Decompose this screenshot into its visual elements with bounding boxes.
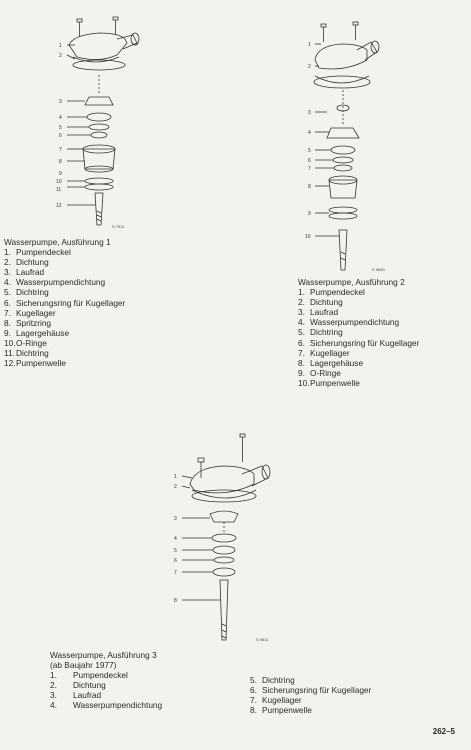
parts-list-item — [250, 685, 371, 695]
caption-variant-3-left — [50, 650, 162, 711]
parts-list-item — [4, 287, 125, 297]
item-number: 7. — [4, 307, 11, 318]
caption-variant-3-right — [250, 675, 371, 715]
item-label: Spritzring — [16, 317, 52, 328]
callout-10: 10 — [56, 179, 62, 185]
callout-10: 10 — [305, 234, 311, 240]
item-label: Sicherungsring für Kugellager — [16, 297, 126, 308]
callout-5: 5 — [59, 125, 62, 131]
item-label: Pumpendeckel — [310, 287, 365, 298]
item-number: 2. — [298, 297, 305, 308]
callout-12: 12 — [56, 203, 62, 209]
item-number: 9. — [298, 367, 305, 378]
item-label: Lagergehäuse — [16, 327, 70, 338]
item-number: 5. — [298, 327, 305, 338]
parts-list-item — [250, 695, 371, 705]
item-label: O-Ringe — [16, 337, 47, 348]
item-number: 5. — [250, 675, 257, 685]
caption-title-3: Wasserpumpe, Ausführung 3 — [50, 650, 157, 660]
caption-title-2: Wasserpumpe, Ausführung 2 — [298, 277, 405, 287]
callout-7: 7 — [59, 147, 62, 153]
item-number: 6. — [298, 337, 305, 348]
item-number: 9. — [4, 327, 11, 338]
callout-2: 2 — [308, 64, 311, 70]
item-number: 10. — [298, 377, 310, 388]
caption-subtitle-3: (ab Baujahr 1977) — [50, 660, 117, 671]
item-number: 5. — [4, 287, 11, 298]
parts-list-item — [4, 267, 125, 277]
callout-11: 11 — [56, 187, 62, 193]
parts-list-item — [298, 368, 419, 378]
callout-2: 2 — [174, 484, 177, 490]
parts-list-item — [4, 338, 125, 348]
page-number: 262–5 — [432, 727, 455, 736]
item-number: 1. — [4, 247, 11, 258]
parts-list-item — [298, 358, 419, 368]
item-label: Laufrad — [73, 690, 102, 701]
caption-variant-2 — [298, 277, 419, 388]
parts-list-item — [4, 257, 125, 267]
item-label: Wasserpumpendichtung — [16, 277, 106, 288]
parts-list-2 — [298, 287, 419, 388]
parts-list-item — [50, 670, 162, 680]
figure-variant-3 — [170, 430, 280, 645]
caption-title-1: Wasserpumpe, Ausführung 1 — [4, 237, 111, 247]
parts-list-item — [4, 247, 125, 257]
callout-7: 7 — [308, 166, 311, 172]
callout-9: 9 — [308, 211, 311, 217]
item-number: 1. — [50, 670, 57, 681]
parts-list-item — [298, 338, 419, 348]
item-label: Dichtung — [73, 680, 106, 691]
item-number: 8. — [250, 705, 257, 716]
parts-list-3-right — [250, 675, 371, 715]
figure-code-2: S 9080 — [372, 267, 385, 272]
item-number: 4. — [298, 317, 305, 328]
item-number: 6. — [250, 685, 257, 696]
pump-drawing-1 — [55, 15, 145, 240]
item-label: Lagergehäuse — [310, 357, 364, 368]
figure-variant-1 — [55, 15, 145, 240]
item-number: 7. — [298, 347, 305, 358]
callout-9: 9 — [59, 171, 62, 177]
parts-list-1 — [4, 247, 125, 368]
item-label: Pumpendeckel — [16, 247, 71, 258]
parts-list-item — [4, 318, 125, 328]
item-number: 3. — [298, 307, 305, 318]
callout-1: 1 — [174, 474, 177, 480]
item-number: 2. — [50, 680, 57, 691]
pump-drawing-3 — [170, 430, 280, 645]
callout-4: 4 — [59, 115, 62, 121]
callout-1: 1 — [59, 43, 62, 49]
callout-3: 3 — [174, 516, 177, 522]
callout-5: 5 — [308, 148, 311, 154]
item-number: 10. — [4, 337, 16, 348]
callout-1: 1 — [308, 42, 311, 48]
parts-list-item — [298, 297, 419, 307]
callout-4: 4 — [174, 536, 177, 542]
item-label: Dichtring — [16, 348, 49, 359]
item-label: Dichtring — [16, 287, 49, 298]
parts-list-item — [298, 327, 419, 337]
parts-list-item — [298, 317, 419, 327]
item-label: Pumpenwelle — [16, 358, 66, 369]
item-number: 11. — [4, 348, 15, 359]
item-number: 4. — [50, 700, 57, 711]
item-label: Pumpendeckel — [73, 670, 128, 681]
item-number: 3. — [50, 690, 57, 701]
parts-list-item — [4, 298, 125, 308]
callout-3: 3 — [59, 99, 62, 105]
parts-list-item — [4, 308, 125, 318]
callout-5: 5 — [174, 548, 177, 554]
callout-7: 7 — [174, 570, 177, 576]
parts-list-item — [298, 287, 419, 297]
item-label: Sicherungsring für Kugellager — [310, 337, 420, 348]
callout-6: 6 — [308, 158, 311, 164]
item-number: 4. — [4, 277, 11, 288]
callout-6: 6 — [174, 558, 177, 564]
callout-6: 6 — [59, 133, 62, 139]
item-label: Kugellager — [310, 347, 350, 358]
parts-list-item — [4, 328, 125, 338]
item-label: Dichtring — [262, 675, 295, 685]
item-label: Wasserpumpendichtung — [73, 700, 163, 711]
item-label: O-Ringe — [310, 367, 341, 378]
item-label: Dichtung — [16, 257, 49, 268]
item-number: 8. — [4, 317, 11, 328]
parts-list-item — [298, 378, 419, 388]
item-number: 8. — [298, 357, 305, 368]
figure-code-3: S 9811 — [256, 637, 269, 642]
item-label: Pumpenwelle — [262, 705, 312, 716]
item-label: Laufrad — [310, 307, 339, 318]
parts-list-item — [250, 675, 371, 685]
item-number: 6. — [4, 297, 11, 308]
item-label: Sicherungsring für Kugellager — [262, 685, 372, 696]
item-label: Dichtring — [310, 327, 343, 338]
parts-list-item — [50, 690, 162, 700]
figure-variant-2 — [305, 20, 385, 275]
callout-3: 3 — [308, 110, 311, 116]
item-label: Kugellager — [262, 695, 302, 706]
parts-list-item — [298, 348, 419, 358]
callout-8: 8 — [308, 184, 311, 190]
item-label: Kugellager — [16, 307, 56, 318]
parts-list-item — [50, 680, 162, 690]
item-number: 1. — [298, 287, 305, 298]
caption-variant-1 — [4, 237, 125, 368]
item-number: 3. — [4, 267, 11, 278]
callout-8: 8 — [59, 159, 62, 165]
item-number: 12. — [4, 358, 16, 369]
item-number: 7. — [250, 695, 257, 706]
item-label: Laufrad — [16, 267, 45, 278]
parts-list-item — [4, 348, 125, 358]
figure-code-1: S 7511 — [112, 224, 125, 229]
parts-list-item — [4, 277, 125, 287]
item-number: 2. — [4, 257, 11, 268]
parts-list-item — [250, 705, 371, 715]
parts-list-item — [4, 358, 125, 368]
callout-2: 2 — [59, 53, 62, 59]
callout-8: 8 — [174, 598, 177, 604]
callout-4: 4 — [308, 130, 311, 136]
item-label: Dichtung — [310, 297, 343, 308]
item-label: Wasserpumpendichtung — [310, 317, 400, 328]
parts-list-item — [50, 700, 162, 710]
item-label: Pumpenwelle — [310, 377, 360, 388]
pump-drawing-2 — [305, 20, 385, 275]
parts-list-item — [298, 307, 419, 317]
parts-list-3-left — [50, 670, 162, 710]
